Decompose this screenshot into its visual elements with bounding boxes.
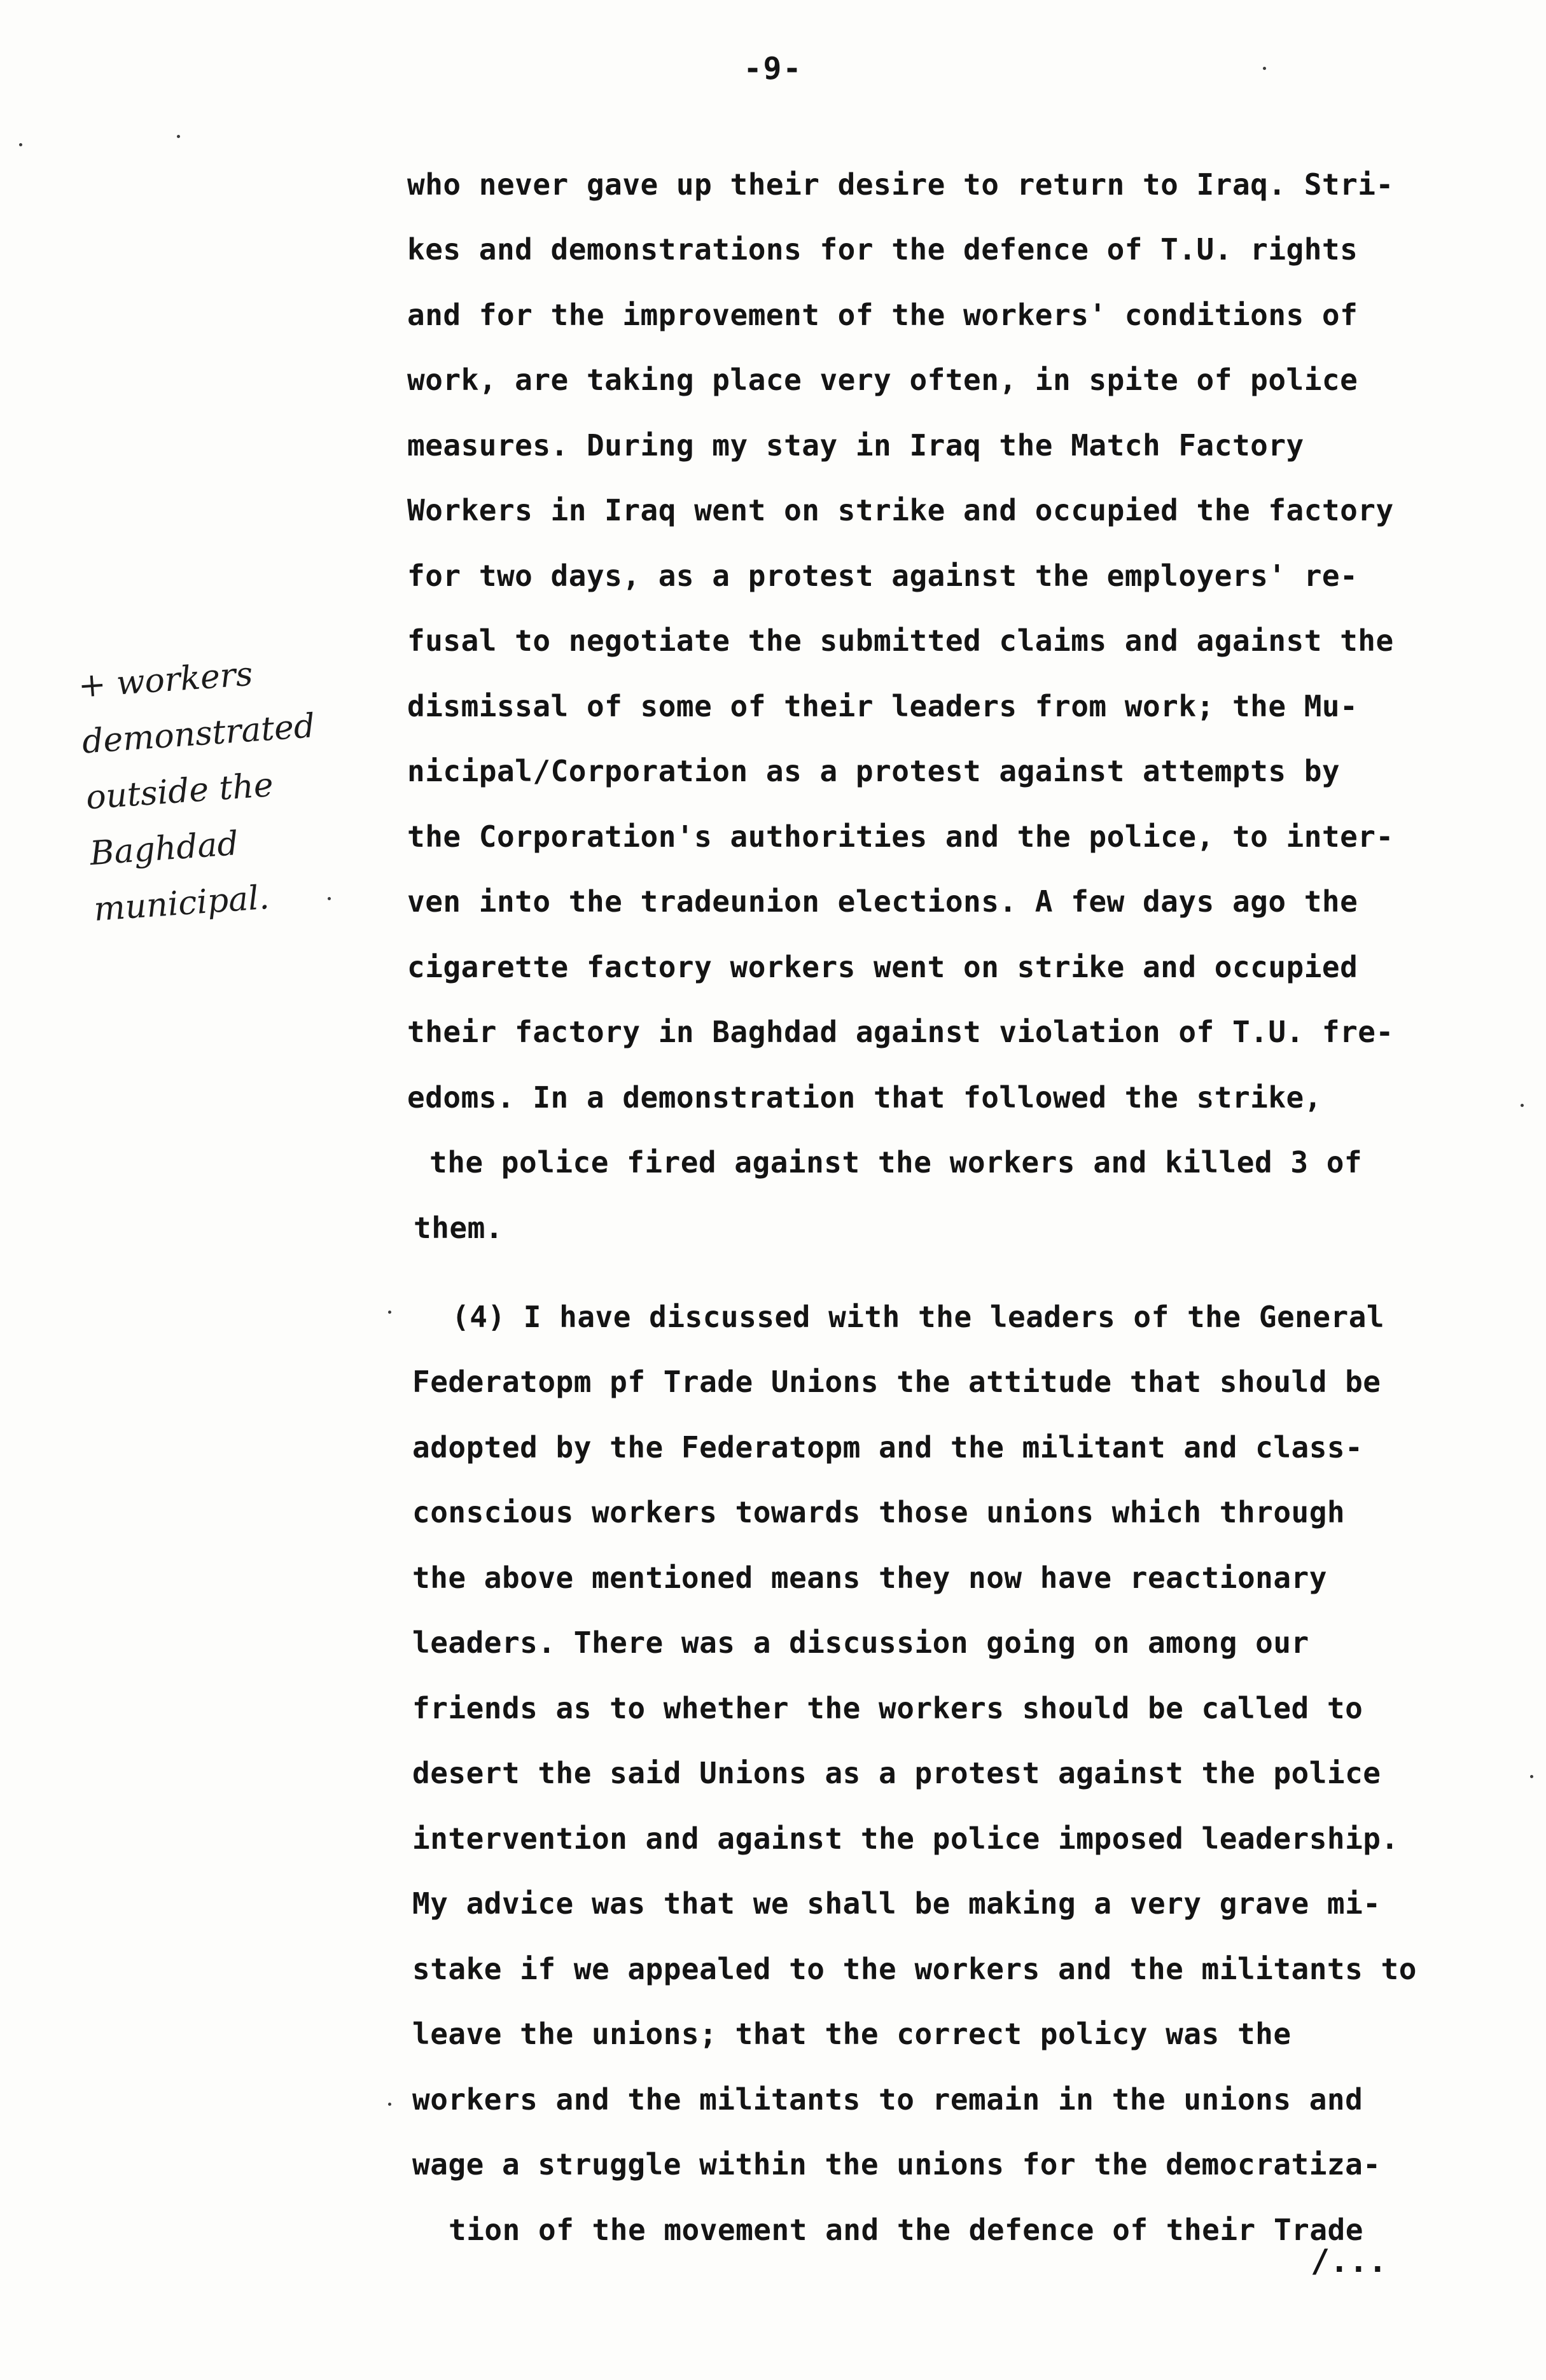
text-line: leave the unions; that the correct policy was the [412, 2017, 1292, 2051]
continuation-mark: /... [1311, 2243, 1388, 2279]
margin-note-line: + workers [76, 655, 254, 706]
text-line: friends as to whether the workers should be called to [412, 1691, 1363, 1725]
text-line: ven into the tradeunion elections. A few days ago the [407, 884, 1358, 919]
scan-speck [177, 135, 180, 138]
scan-speck [1263, 67, 1266, 70]
scan-speck [1521, 1104, 1524, 1107]
text-line: the Corporation's authorities and the police, to inter- [407, 819, 1394, 854]
text-line: work, are taking place very often, in spite of police [407, 363, 1358, 397]
page-number: -9- [743, 51, 803, 87]
text-line: conscious workers towards those unions which through [412, 1495, 1346, 1529]
handwritten-margin-note [76, 639, 369, 938]
margin-note-line: demonstrated [81, 707, 316, 762]
text-line: the above mentioned means they now have reactionary [412, 1561, 1327, 1595]
text-line: dismissal of some of their leaders from work; the Mu- [407, 689, 1358, 723]
text-line: workers and the militants to remain in the unions and [412, 2082, 1363, 2117]
scan-speck [1530, 1775, 1533, 1778]
margin-note-line: municipal. [92, 878, 271, 929]
text-line: nicipal/Corporation as a protest against attempts by [407, 754, 1341, 788]
text-line: their factory in Baghdad against violation of T.U. fre- [407, 1015, 1394, 1049]
text-line: tion of the movement and the defence of their Trade [449, 2213, 1363, 2247]
text-line: intervention and against the police imposed leadership. [412, 1821, 1399, 1856]
text-line: leaders. There was a discussion going on among our [412, 1625, 1309, 1660]
scan-speck [328, 897, 331, 900]
text-line: and for the improvement of the workers' conditions of [407, 298, 1358, 332]
margin-note-line: Baghdad [88, 825, 240, 873]
text-line: stake if we appealed to the workers and the militants to [412, 1952, 1417, 1986]
text-line: measures. During my stay in Iraq the Match Factory [407, 428, 1304, 463]
text-line: My advice was that we shall be making a very grave mi- [412, 1886, 1381, 1921]
text-line: adopted by the Federatopm and the militant and class- [412, 1430, 1363, 1465]
text-line: for two days, as a protest against the employers' re- [407, 559, 1358, 593]
text-line: cigarette factory workers went on strike and occupied [407, 950, 1358, 984]
text-line: fusal to negotiate the submitted claims and against the [407, 623, 1394, 658]
text-line: kes and demonstrations for the defence of T.U. rights [407, 232, 1358, 267]
text-line: (4) I have discussed with the leaders of the General [452, 1300, 1385, 1334]
scan-speck [388, 2103, 391, 2106]
text-line: Workers in Iraq went on strike and occupied the factory [407, 493, 1394, 527]
text-line: edoms. In a demonstration that followed the strike, [407, 1080, 1322, 1115]
text-line: desert the said Unions as a protest against the police [412, 1756, 1381, 1790]
text-line: the police fired against the workers and killed 3 of [429, 1145, 1363, 1180]
scan-speck [388, 1311, 391, 1314]
margin-note-line: outside the [85, 765, 275, 818]
text-line: who never gave up their desire to return to Iraq. Stri- [407, 167, 1394, 202]
text-line: them. [414, 1211, 503, 1245]
scan-speck [19, 143, 22, 146]
text-line: wage a struggle within the unions for the democratiza- [412, 2147, 1381, 2182]
text-line: Federatopm pf Trade Unions the attitude that should be [412, 1365, 1381, 1399]
